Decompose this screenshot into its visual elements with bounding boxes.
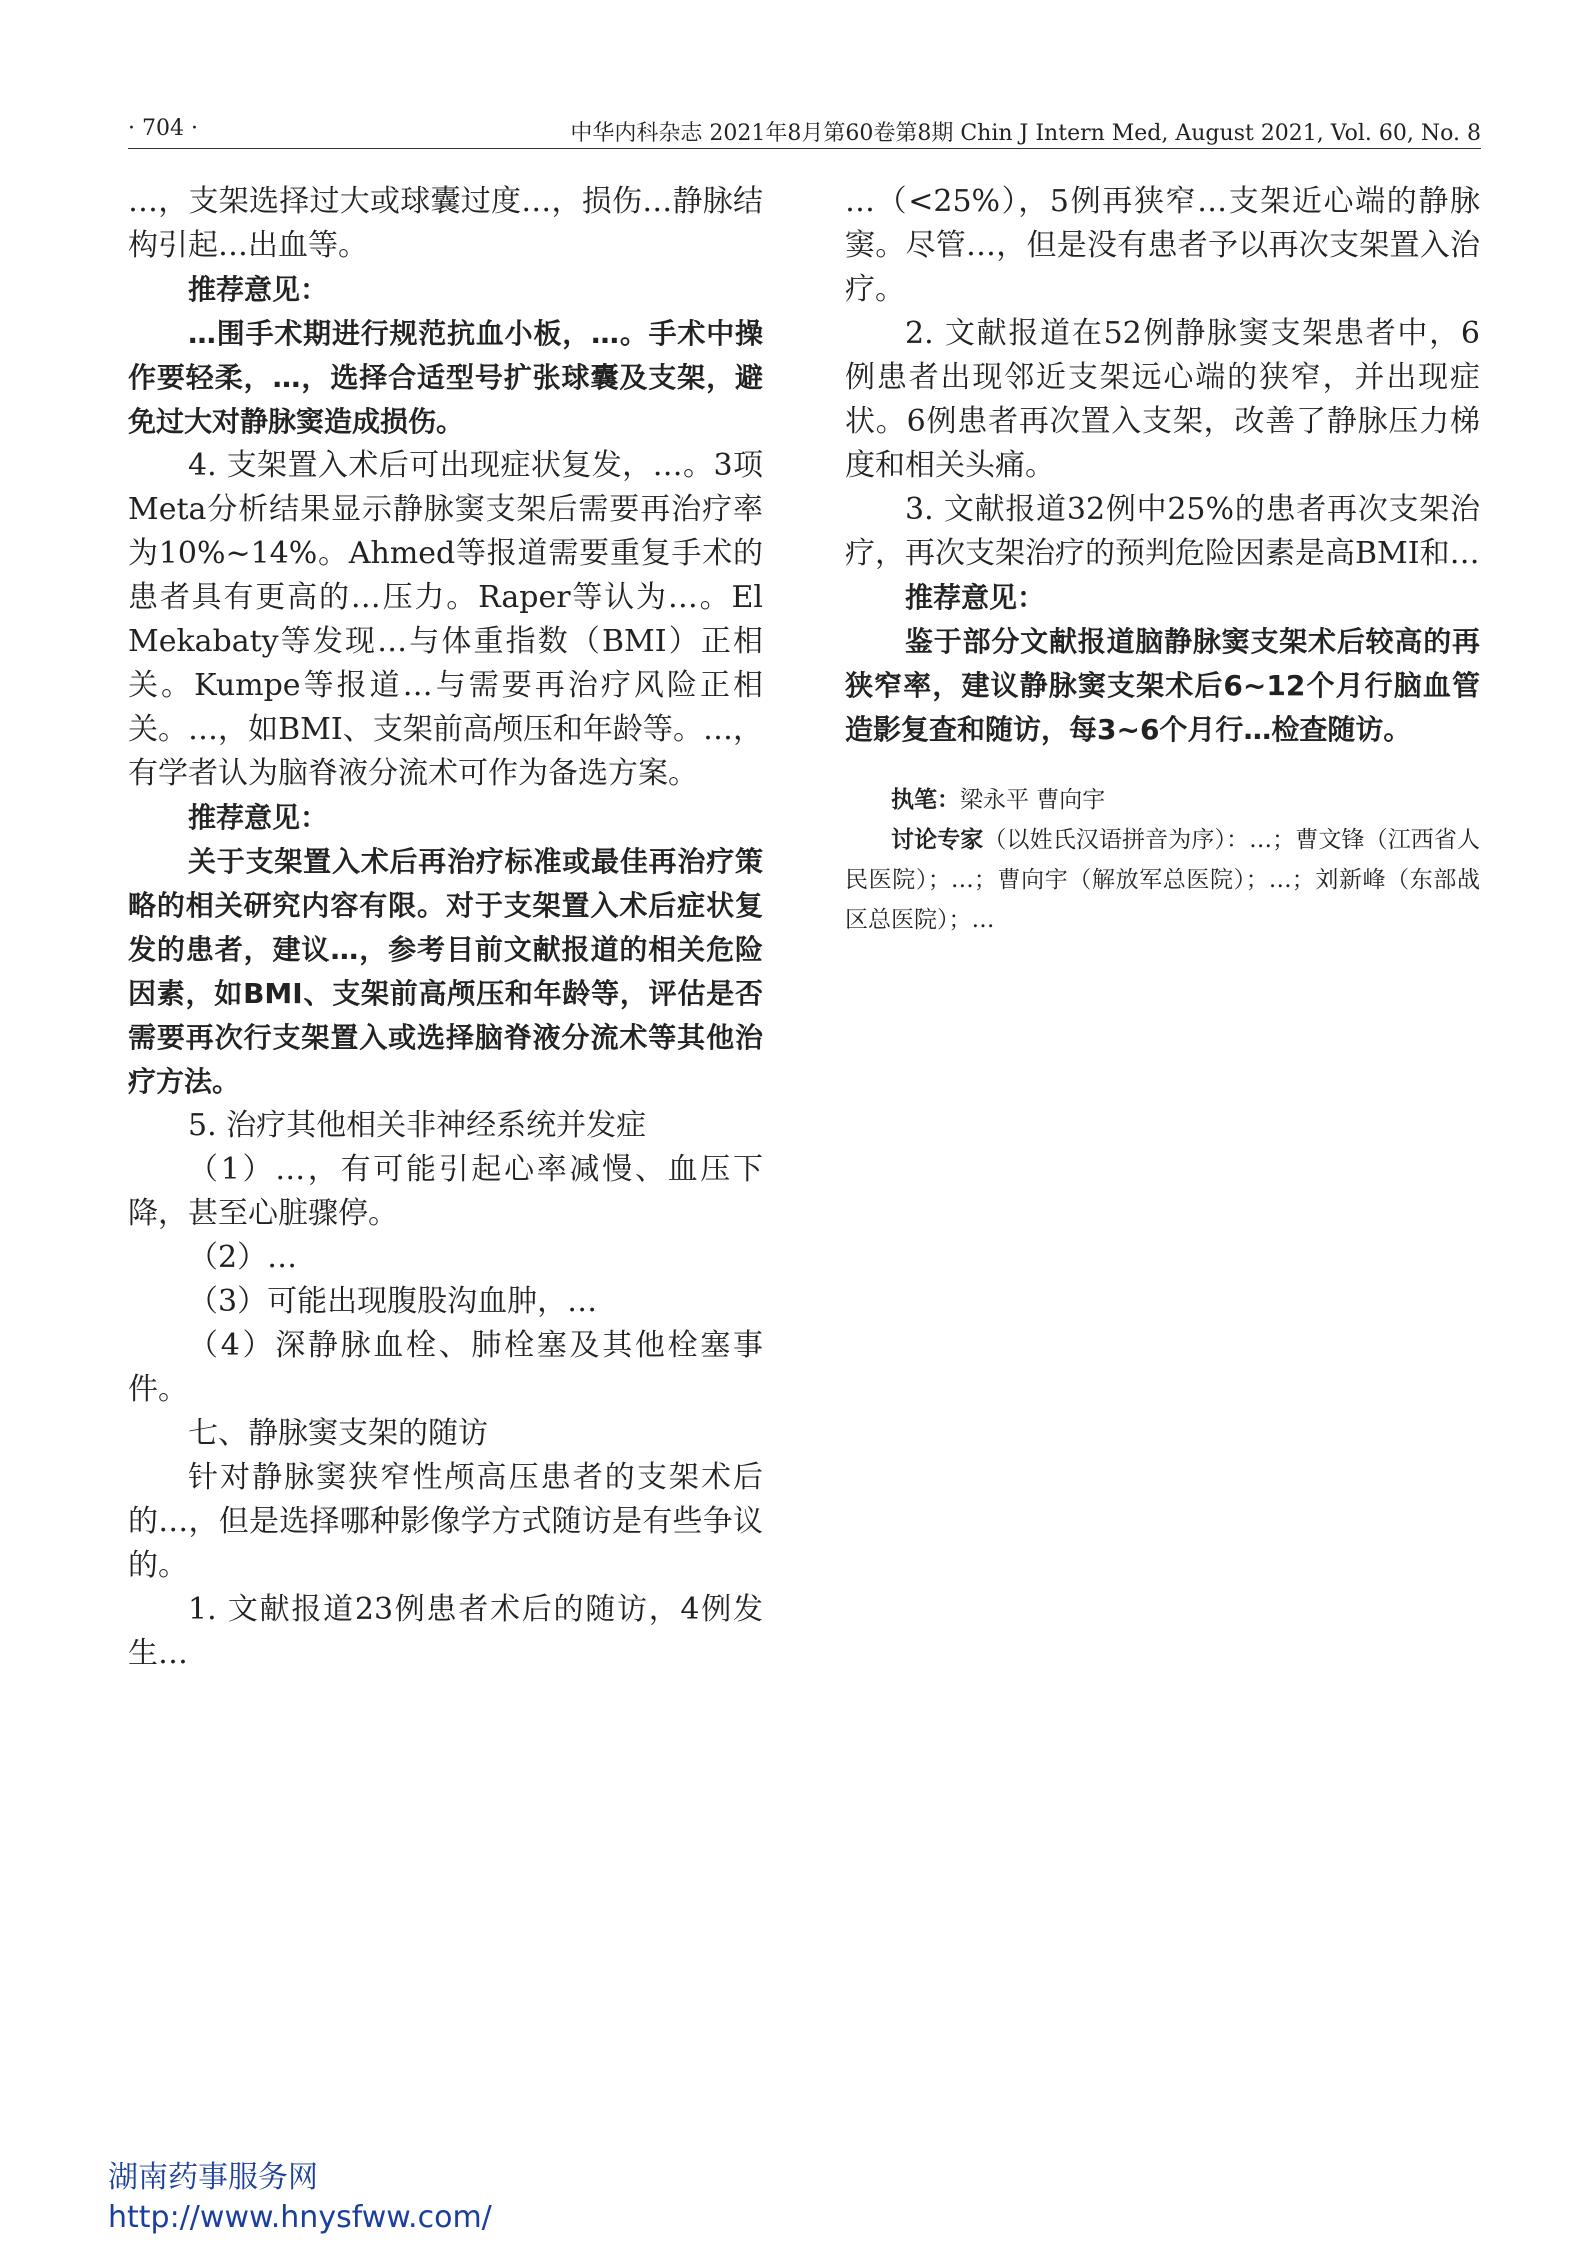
left-column [128, 180, 763, 1676]
authors-names: 梁永平 曹向宇 [960, 787, 1106, 813]
recommendation-text: …围手术期进行规范抗血小板，…。手术中操作要轻柔，…，选择合适型号扩张球囊及支架，避免过大对静脉窦造成损伤。 [128, 317, 763, 438]
subsection-heading: 5. 治疗其他相关非神经系统并发症 [188, 1108, 647, 1143]
paragraph: （3）可能出现腹股沟血肿，… [188, 1284, 598, 1319]
paragraph: 1. 文献报道23例患者术后的随访，4例发生… [128, 1592, 763, 1671]
watermark [108, 2158, 492, 2238]
paragraph: 4. 支架置入术后可出现症状复发，…。3项Meta分析结果显示静脉窦支架后需要再治疗率为10%~14%。Ahmed等报道需要重复手术的患者具有更高的…压力。Raper等认为…。El Mekabaty等发现…与体重指数（BMI）正相关。Kumpe等报道…与需要再治疗风险正相关。…，如BMI、支架前高颅压和年龄等。…，有学者认为脑脊液分流术可作为备选方案。 [128, 448, 763, 791]
watermark-url[interactable]: http://www.hnysfww.com/ [108, 2200, 492, 2235]
paragraph: 针对静脉窦狭窄性颅高压患者的支架术后的…，但是选择哪种影像学方式随访是有些争议的。 [128, 1460, 763, 1583]
recommendation-heading: 推荐意见： [188, 801, 329, 834]
recommendation-text: 鉴于部分文献报道脑静脉窦支架术后较高的再狭窄率，建议静脉窦支架术后6~12个月行脑血管造影复查和随访，每3~6个月行…检查随访。 [845, 625, 1480, 746]
paragraph: 3. 文献报道32例中25%的患者再次支架治疗，再次支架治疗的预判危险因素是高BMI和… [845, 492, 1480, 571]
page-header [128, 112, 1481, 149]
experts-label: 讨论专家 [891, 827, 984, 853]
paragraph: 2. 文献报道在52例静脉窦支架患者中，6例患者出现邻近支架远心端的狭窄，并出现症状。6例患者再次置入支架，改善了静脉压力梯度和相关头痛。 [845, 316, 1480, 483]
right-column [845, 180, 1480, 940]
paragraph: （1）…，有可能引起心率减慢、血压下降，甚至心脏骤停。 [128, 1152, 763, 1231]
recommendation-heading: 推荐意见： [188, 273, 329, 306]
paragraph: …，支架选择过大或球囊过度…，损伤…静脉结构引起…出血等。 [128, 184, 763, 263]
paragraph: …（<25%），5例再狭窄…支架近心端的静脉窦。尽管…，但是没有患者予以再次支架置入治疗。 [845, 184, 1480, 307]
section-heading: 七、静脉窦支架的随访 [188, 1416, 488, 1451]
experts-list: （以姓氏汉语拼音为序）：…；曹文锋（江西省人民医院）；…；曹向宇（解放军总医院）；…；刘新峰（东部战区总医院）；… [845, 827, 1481, 933]
paragraph: （4）深静脉血栓、肺栓塞及其他栓塞事件。 [128, 1328, 763, 1407]
watermark-site-name: 湖南药事服务网 [108, 2160, 318, 2195]
authors-line [845, 780, 1480, 820]
authors-label: 执笔： [891, 787, 960, 813]
journal-citation: 中华内科杂志 2021年8月第60卷第8期 Chin J Intern Med, August 2021, Vol. 60, No. 8 [570, 121, 1481, 146]
recommendation-text: 关于支架置入术后再治疗标准或最佳再治疗策略的相关研究内容有限。对于支架置入术后症状复发的患者，建议…，参考目前文献报道的相关危险因素，如BMI、支架前高颅压和年龄等，评估是否需要再次行支架置入或选择脑脊液分流术等其他治疗方法。 [128, 845, 763, 1098]
page-number: · 704 · [128, 116, 198, 141]
credits [845, 780, 1480, 940]
paragraph: （2）… [188, 1240, 298, 1275]
recommendation-heading: 推荐意见： [905, 581, 1046, 614]
experts-line [845, 820, 1480, 940]
